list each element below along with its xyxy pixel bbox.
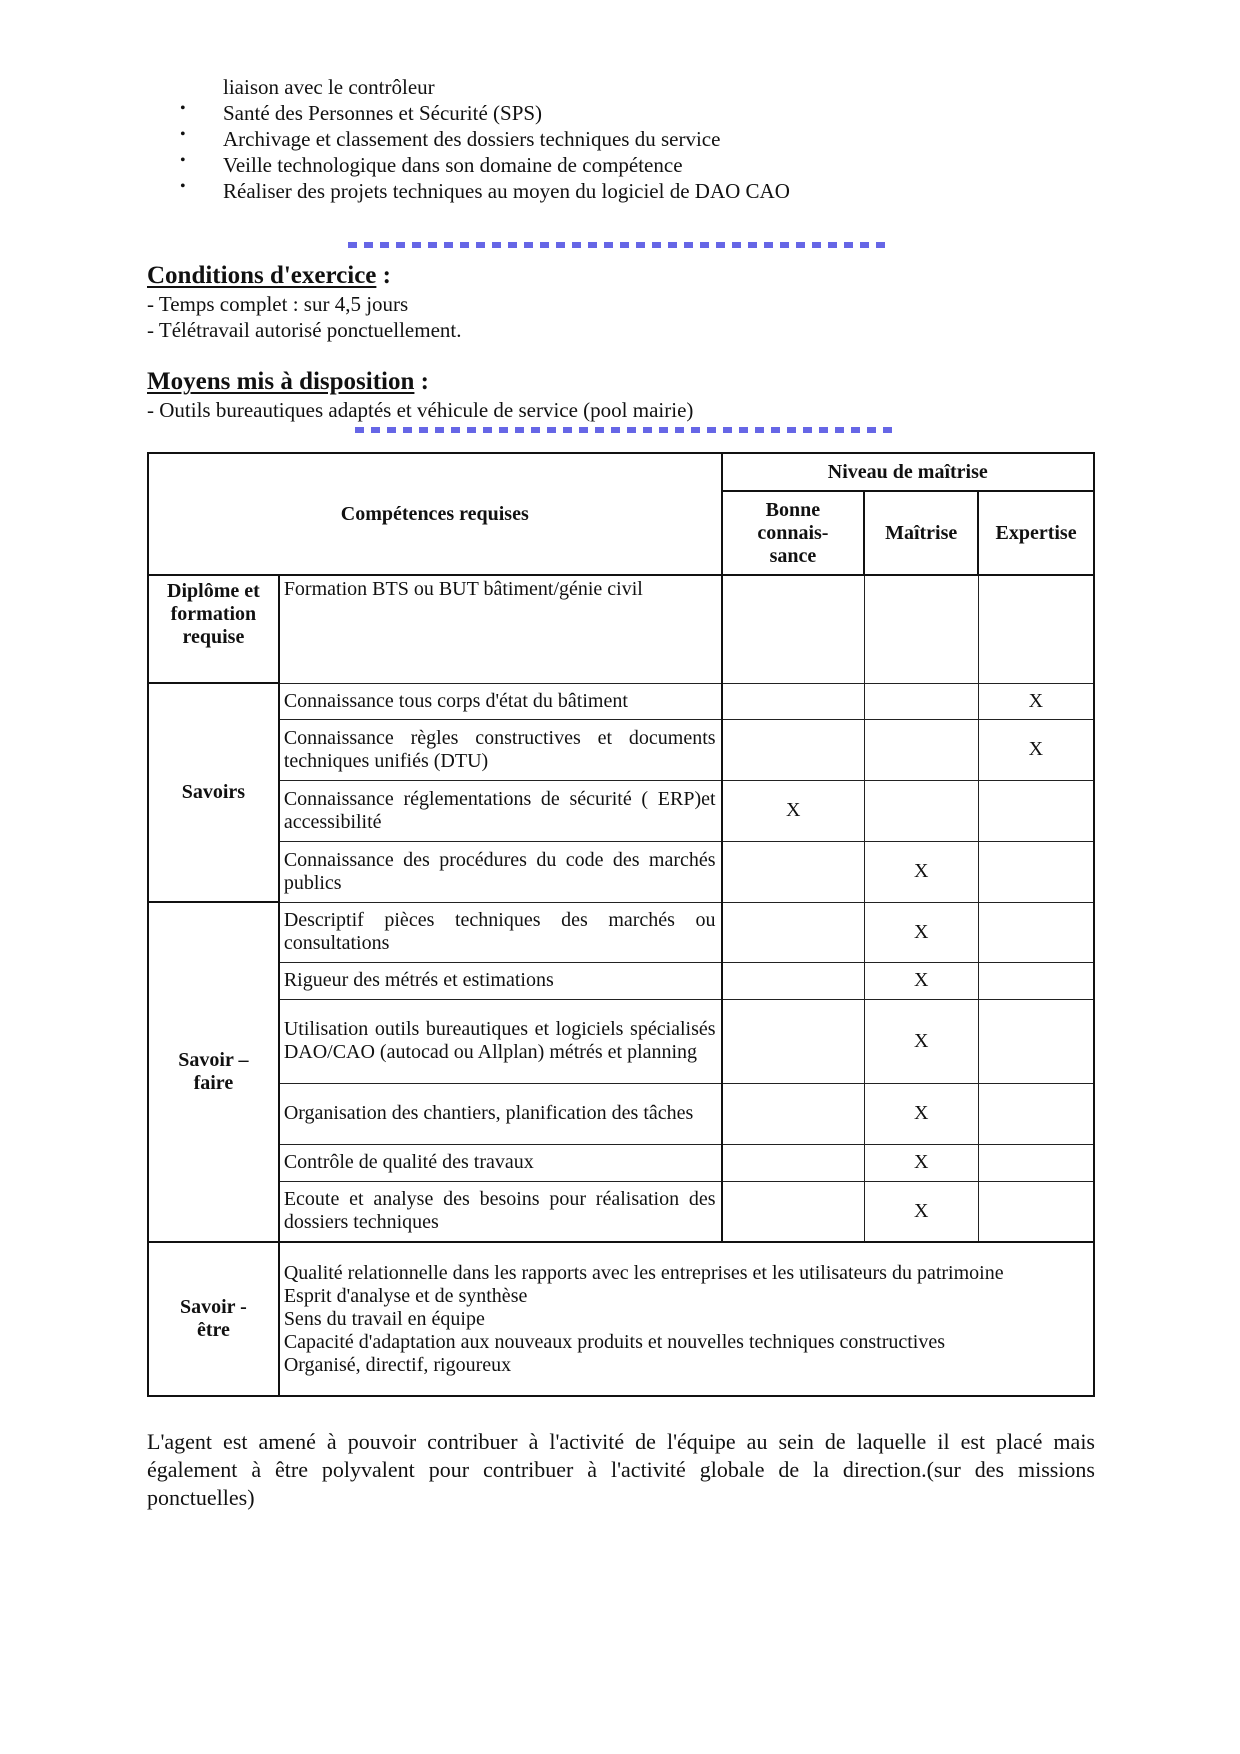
bullet-icon: • (180, 126, 186, 143)
table-row: Utilisation outils bureautiques et logiciels spécialisés DAO/CAO (autocad ou Allplan) métrés et planning X (148, 999, 1094, 1083)
moyens-line: - Outils bureautiques adaptés et véhicule de service (pool mairie) (147, 398, 694, 422)
moyens-title: Moyens mis à disposition (147, 368, 415, 395)
closing-paragraph: L'agent est amené à pouvoir contribuer à l'activité de l'équipe au sein de laquelle il est placé mais également à être polyvalent pour contribuer à l'activité globale de la direction.(sur des missions ponctuelles) (147, 1429, 1095, 1510)
mark-expertise: X (978, 719, 1094, 780)
conditions-title: Conditions d'exercice (147, 262, 377, 289)
category-diplome: Diplôme et formation requise (148, 575, 279, 683)
mark-maitrise: X (864, 1144, 978, 1181)
mark-maitrise: X (864, 1181, 978, 1242)
level-cell (864, 575, 978, 683)
conditions-heading: Conditions d'exercice : (147, 262, 391, 289)
dashed-separator (355, 427, 895, 433)
header-level-bonne-connaissance: Bonne connais- sance (722, 491, 865, 575)
dashed-separator (348, 242, 888, 248)
table-row: Ecoute et analyse des besoins pour réalisation des dossiers techniques X (148, 1181, 1094, 1242)
table-row-savoir-etre (148, 1242, 1094, 1396)
savoir-etre-list: Qualité relationnelle dans les rapports avec les entreprises et les utilisateurs du patrimoine Esprit d'analyse et de synthèse Sens du travail en équipe Capacité d'adaptation aux nouveaux produits et nouvelles techniques constructives Organisé, directif, rigoureux (279, 1242, 1094, 1396)
mark-maitrise: X (864, 1083, 978, 1144)
header-level-maitrise: Maîtrise (864, 491, 978, 575)
bullet-item: • Réaliser des projets techniques au moyen du logiciel de DAO CAO (180, 178, 790, 203)
mark-maitrise: X (864, 962, 978, 999)
category-savoir-faire: Savoir – faire (148, 902, 279, 1242)
table-row: Savoir – faire Descriptif pièces techniques des marchés ou consultations X (148, 902, 1094, 962)
table-row-diplome (148, 575, 1094, 683)
table-row: Connaissance réglementations de sécurité ( ERP)et accessibilité X (148, 780, 1094, 841)
competences-table (147, 452, 1095, 1397)
table-row: Rigueur des métrés et estimations X (148, 962, 1094, 999)
mark-maitrise: X (864, 999, 978, 1083)
header-competences-requises: Compétences requises (148, 453, 722, 575)
bullet-icon: • (180, 152, 186, 169)
bullet-icon: • (180, 178, 186, 195)
bullet-item: • Archivage et classement des dossiers techniques du service (180, 126, 721, 151)
category-savoirs: Savoirs (148, 683, 279, 902)
table-row: Connaissance règles constructives et documents techniques unifiés (DTU) X (148, 719, 1094, 780)
conditions-line: - Temps complet : sur 4,5 jours (147, 292, 409, 316)
missions-bullet-list (180, 100, 980, 204)
header-niveau-de-maitrise: Niveau de maîtrise (722, 453, 1094, 491)
mark-bonne-connaissance: X (722, 780, 865, 841)
bullet-item: • Veille technologique dans son domaine de compétence (180, 152, 683, 177)
mark-maitrise: X (864, 841, 978, 902)
mark-maitrise: X (864, 902, 978, 962)
category-savoir-etre: Savoir - être (148, 1242, 279, 1396)
table-row: Contrôle de qualité des travaux X (148, 1144, 1094, 1181)
table-row: Organisation des chantiers, planification des tâches X (148, 1083, 1094, 1144)
table-row: Connaissance des procédures du code des marchés publics X (148, 841, 1094, 902)
missions-continuation-line: liaison avec le contrôleur (223, 75, 435, 99)
moyens-heading: Moyens mis à disposition : (147, 368, 429, 395)
level-cell (978, 575, 1094, 683)
mark-expertise: X (978, 683, 1094, 719)
table-row: Savoirs Connaissance tous corps d'état du bâtiment X (148, 683, 1094, 719)
level-cell (722, 575, 865, 683)
diplome-item: Formation BTS ou BUT bâtiment/génie civil (279, 575, 722, 683)
header-level-expertise: Expertise (978, 491, 1094, 575)
bullet-item: • Santé des Personnes et Sécurité (SPS) (180, 100, 543, 125)
conditions-line: - Télétravail autorisé ponctuellement. (147, 318, 462, 342)
bullet-icon: • (180, 100, 186, 117)
